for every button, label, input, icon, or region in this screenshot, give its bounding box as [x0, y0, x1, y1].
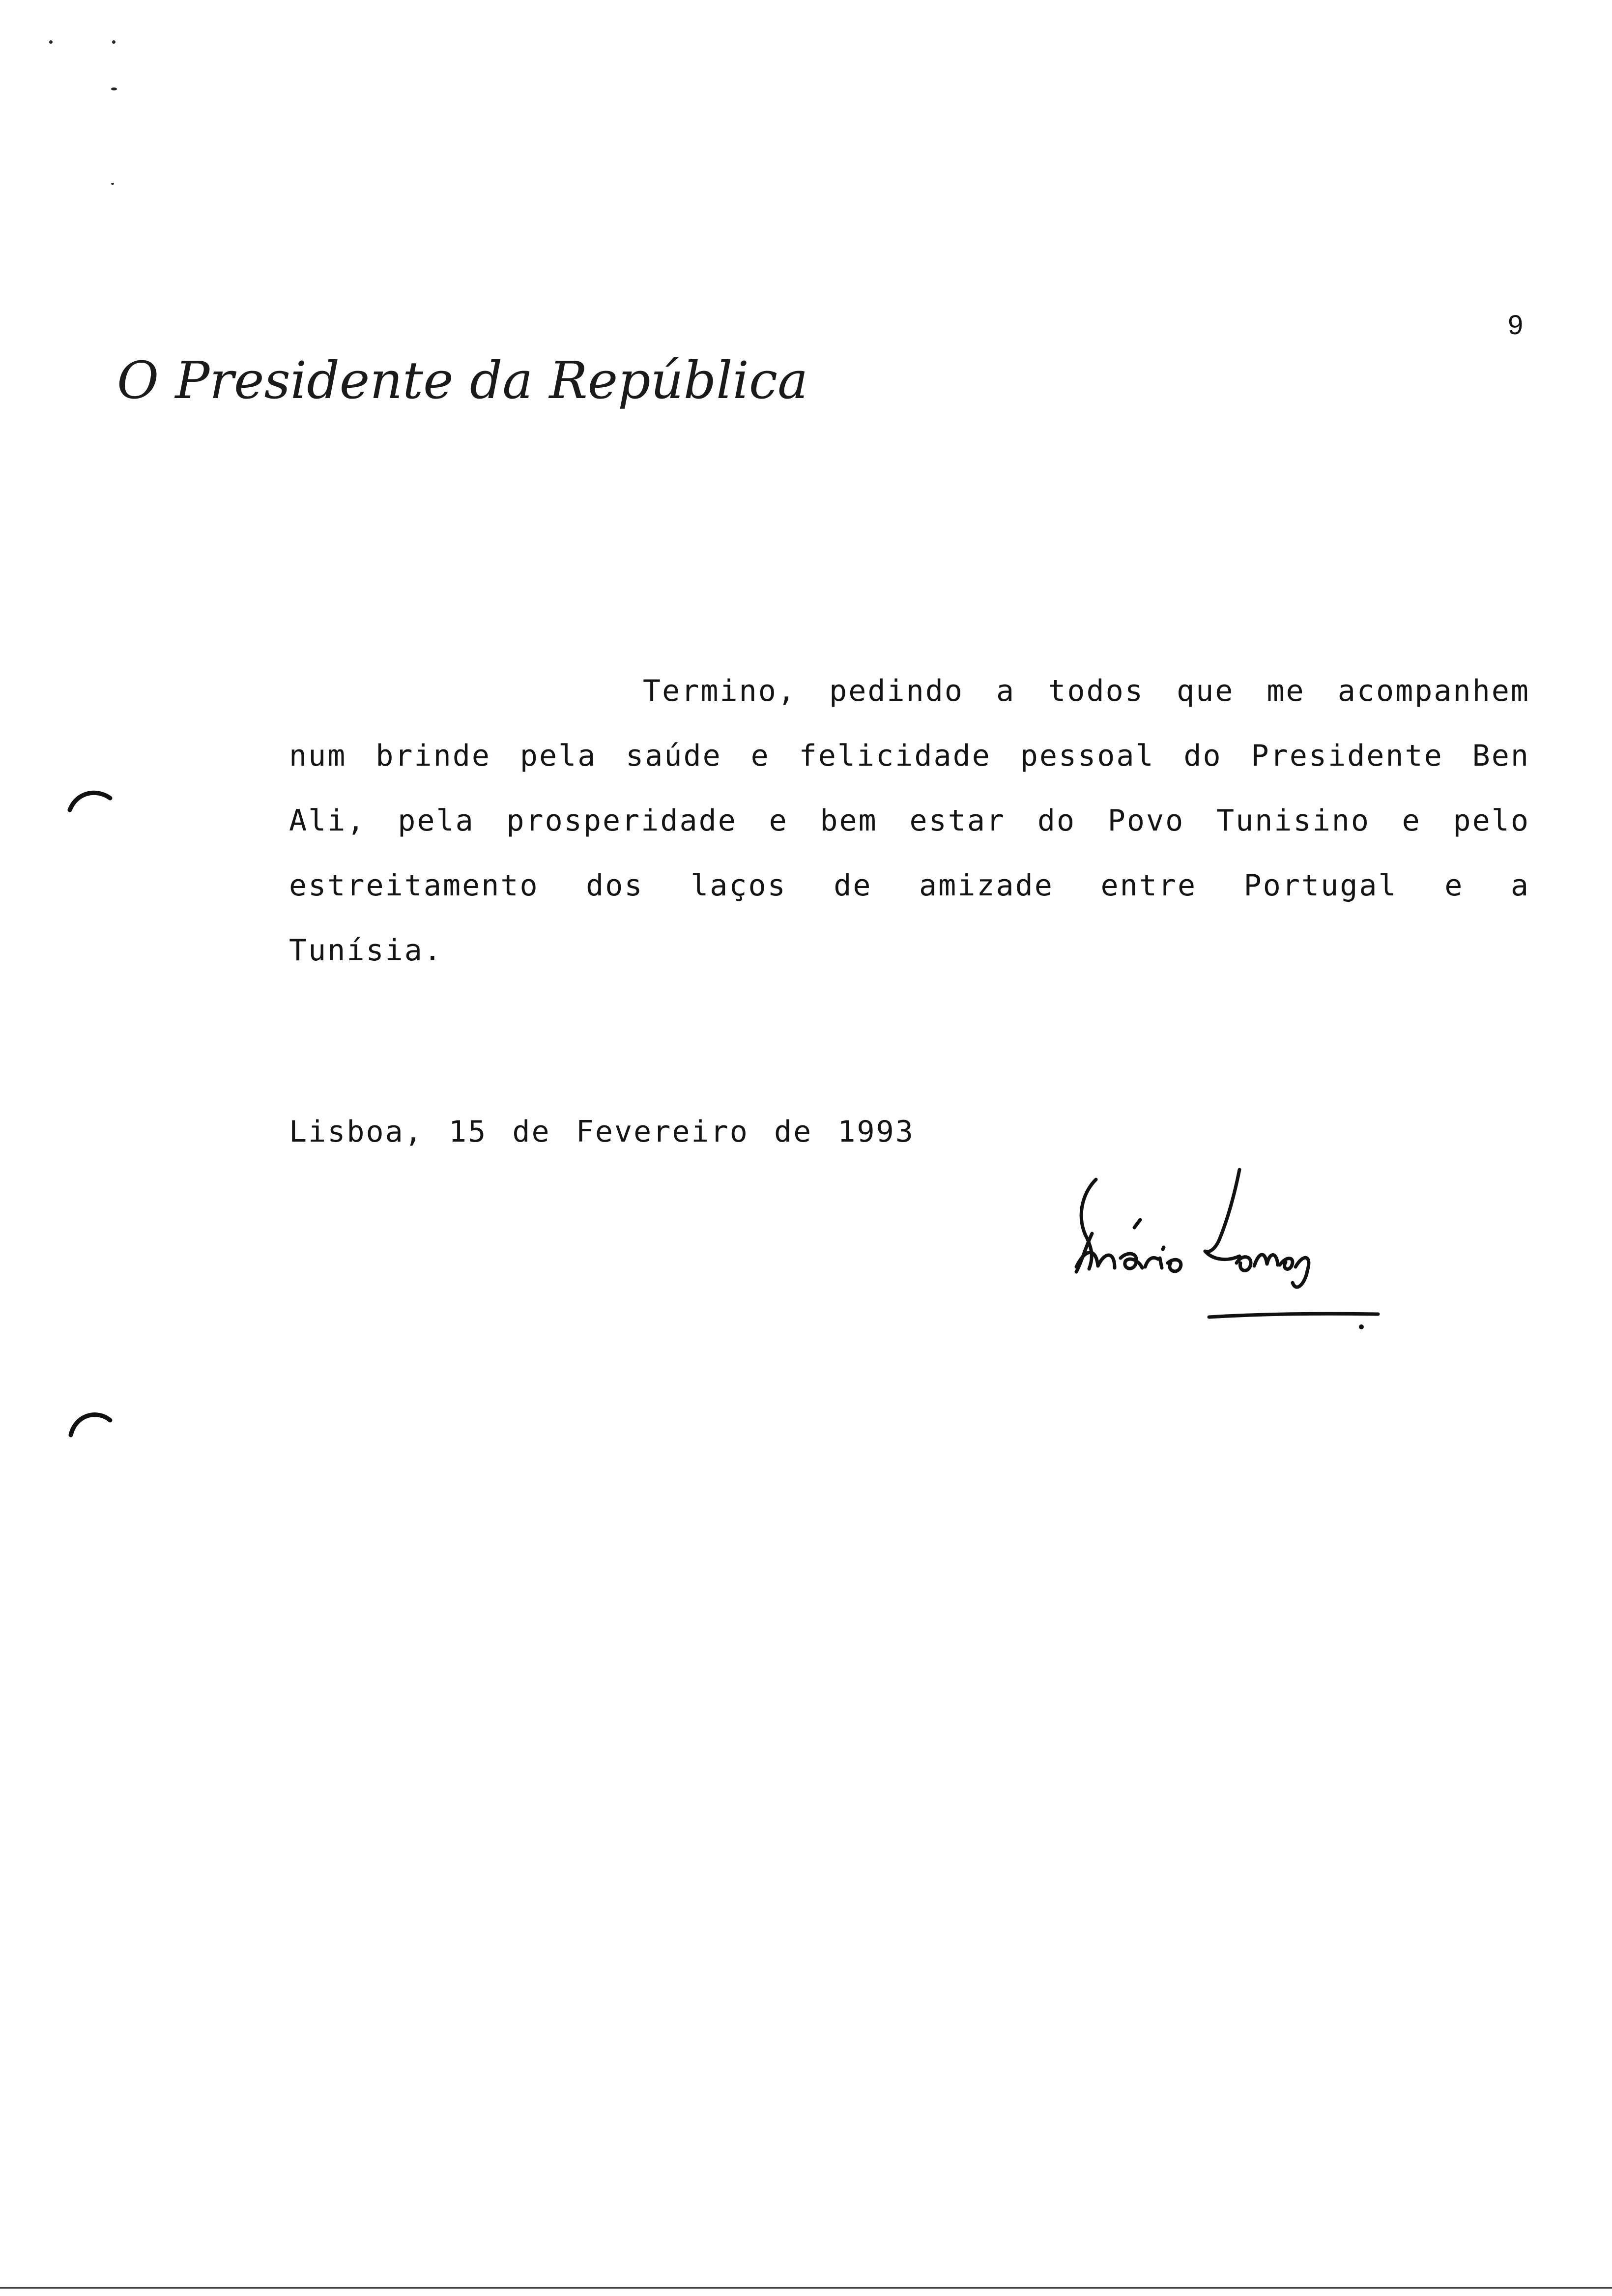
body-paragraph: Termino, pedindo a todos que me acompanhem num brinde pela saúde e felicidade pessoal do Presidente Ben Ali, pela prosperidade e bem estar do Povo Tunisino e pelo estreitamento dos laços de amizade entre Portugal e a Tunísia. [289, 674, 1530, 968]
scan-speck [111, 183, 114, 185]
bottom-scan-edge [0, 2287, 1612, 2289]
scan-speck [111, 87, 117, 90]
scan-speck [49, 40, 53, 44]
arc-mark-icon [68, 1406, 112, 1441]
place-date: Lisboa, 15 de Fevereiro de 1993 [289, 1115, 915, 1149]
letterhead [117, 344, 808, 428]
letterhead-text: O Presidente da República [117, 350, 808, 410]
scan-speck [112, 40, 115, 44]
page-number: 9 [1508, 309, 1524, 340]
signature-drawing [1062, 1165, 1396, 1342]
letterhead-script [117, 344, 808, 428]
signature [1062, 1165, 1396, 1342]
arc-mark-icon [68, 785, 112, 815]
